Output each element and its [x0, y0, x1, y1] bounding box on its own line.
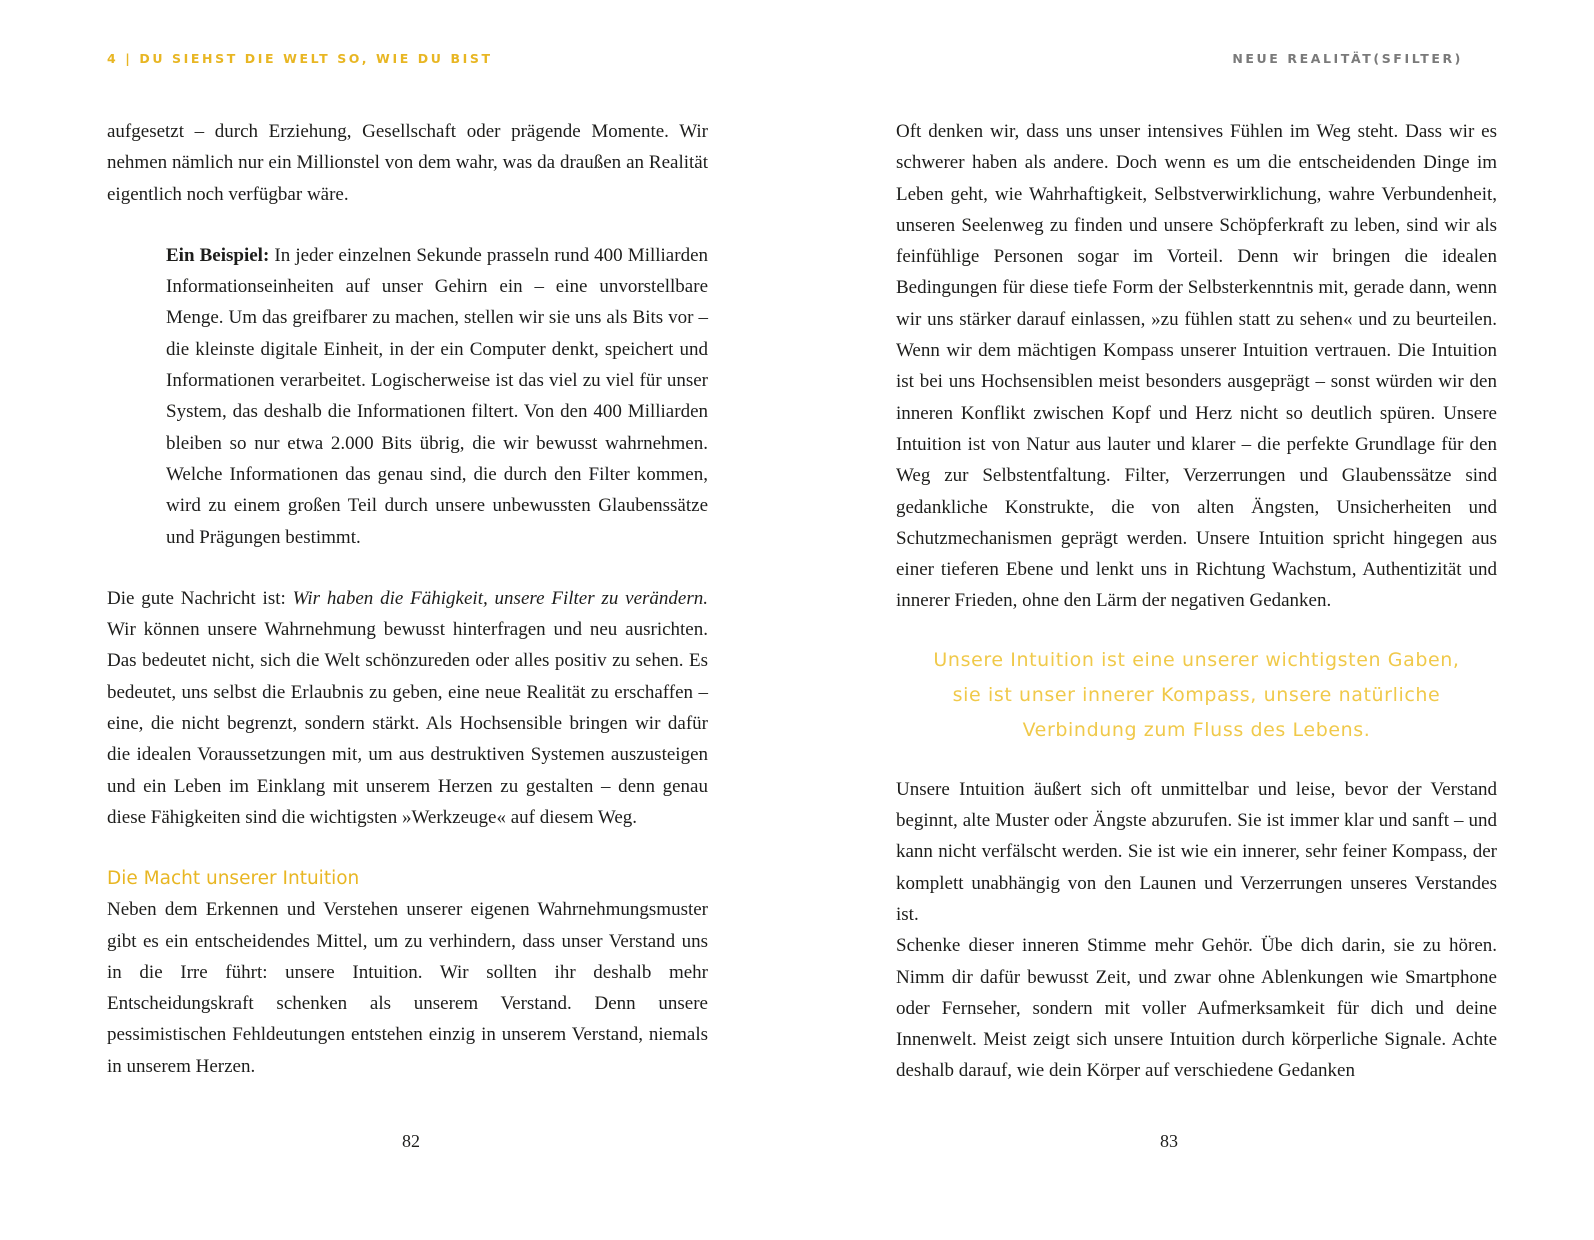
paragraph: aufgesetzt – durch Erziehung, Gesellschaft oder prägende Momente. Wir nehmen nämlich nur ein Millionstel von dem wahr, was da draußen an Realität eigentlich noch verfügbar wäre.: [107, 121, 708, 205]
pull-quote: [896, 643, 1497, 748]
quote-line: sie ist unser innerer Kompass, unsere natürliche: [952, 683, 1441, 706]
running-head-chapter: 4 | DU SIEHST DIE WELT SO, WIE DU BIST: [107, 51, 493, 66]
page-number: 82: [402, 1131, 420, 1151]
page-number: 83: [1160, 1131, 1178, 1151]
paragraph-intro: Die gute Nachricht ist:: [107, 587, 293, 609]
paragraph: Neben dem Erkennen und Verstehen unserer eigenen Wahrnehmungsmuster gibt es ein entscheidendes Mittel, um zu verhindern, dass unser Verstand uns in die Irre führt: unsere Intuition. Wir sollten ihr deshalb mehr Entscheidungskraft schenken als unserem Verstand. Denn unsere pessimistischen Fehldeutungen entstehen einzig in unserem Verstand, niemals in unserem Herzen.: [107, 899, 708, 1077]
example-text: In jeder einzelnen Sekunde prasseln rund 400 Milliarden Informationseinheiten auf unser Gehirn ein – eine unvorstellbare Menge. Um das greifbarer zu machen, stellen wir sie uns als Bits vor – die kleinste digitale Einheit, in der ein Computer denkt, speichert und Informationen verarbeitet. Logischerweise ist das viel zu viel für unser System, das deshalb die Informationen filtert. Von den 400 Milliarden bleiben so nur etwa 2.000 Bits übrig, die wir bewusst wahrnehmen. Welche Informationen das genau sind, die durch den Filter kommen, wird zu einem großen Teil durch unsere unbewussten Glaubenssätze und Prägungen bestimmt.: [166, 244, 708, 548]
right-text-block: [896, 116, 1497, 1087]
paragraph: Oft denken wir, dass uns unser intensives Fühlen im Weg steht. Dass wir es schwerer haben als andere. Doch wenn es um die entscheidenden Dinge im Leben geht, wie Wahrhaftigkeit, Selbstverwirklichung, wahre Verbundenheit, unseren Seelenweg zu finden und unsere Schöpferkraft zu leben, sind wir als feinfühlige Personen sogar im Vorteil. Denn wir bringen die idealen Bedingungen für diese tiefe Form der Selbsterkenntnis mit, gerade dann, wenn wir uns stärker darauf einlassen, »zu fühlen statt zu sehen« und zu beurteilen. Wenn wir dem mächtigen Kompass unserer Intuition vertrauen. Die Intuition ist bei uns Hochsensiblen meist besonders ausgeprägt – sonst würden wir den inneren Konflikt zwischen Kopf und Herz nicht so deutlich spüren. Unsere Intuition ist von Natur aus lauter und klarer – die perfekte Grundlage für den Weg zur Selbstentfaltung. Filter, Verzerrungen und Glaubenssätze sind gedankliche Konstrukte, die von alten Ängsten, Unsicherheiten und Schutzmechanismen geprägt werden. Unsere Intuition spricht hingegen aus einer tieferen Ebene und lenkt uns in Richtung Wachstum, Authentizität und innerer Frieden, ohne den Lärm der negativen Gedanken.: [896, 121, 1497, 612]
quote-line: Unsere Intuition ist eine unserer wichtigsten Gaben,: [933, 648, 1460, 671]
paragraph: Schenke dieser inneren Stimme mehr Gehör. Übe dich darin, sie zu hören. Nimm dir dafür bewusst Zeit, und zwar ohne Ablenkungen wie Smartphone oder Fernseher, sondern mit voller Aufmerksamkeit für dich und deine Innenwelt. Meist zeigt sich unsere Intuition durch körperliche Signale. Achte deshalb darauf, wie dein Körper auf verschiedene Gedanken: [896, 935, 1497, 1082]
left-text-block: [107, 116, 708, 1082]
running-head-section: NEUE REALITÄT(SFILTER): [1232, 51, 1463, 66]
paragraph-rest: Wir können unsere Wahrnehmung bewusst hinterfragen und neu ausrichten. Das bedeutet nicht, sich die Welt schönzureden oder alles positiv zu sehen. Es bedeutet, uns selbst die Erlaubnis zu geben, eine neue Realität zu erschaffen – eine, die nicht begrenzt, sondern stärkt. Als Hochsensible bringen wir dafür die idealen Voraussetzungen mit, um aus destruktiven Systemen auszusteigen und ein Leben im Einklang mit unserem Herzen zu gestalten – denn genau diese Fähigkeiten sind die wichtigsten »Werkzeuge« auf diesem Weg.: [107, 619, 708, 828]
section-heading: Die Macht unserer Intuition: [107, 868, 360, 890]
paragraph: [107, 583, 708, 833]
example-paragraph: [166, 240, 708, 553]
example-label: Ein Beispiel:: [166, 244, 270, 266]
quote-line: Verbindung zum Fluss des Lebens.: [1022, 718, 1371, 741]
paragraph: Unsere Intuition äußert sich oft unmittelbar und leise, bevor der Verstand beginnt, alte Muster oder Ängste abzurufen. Sie ist immer klar und sanft – und kann nicht verfälscht werden. Sie ist wie ein innerer, sehr feiner Kompass, der komplett unabhängig von den Launen und Verzerrungen unseres Verstandes ist.: [896, 778, 1497, 925]
emphasized-text: Wir haben die Fähigkeit, unsere Filter zu verändern.: [292, 587, 708, 609]
right-page: [797, 0, 1594, 1240]
